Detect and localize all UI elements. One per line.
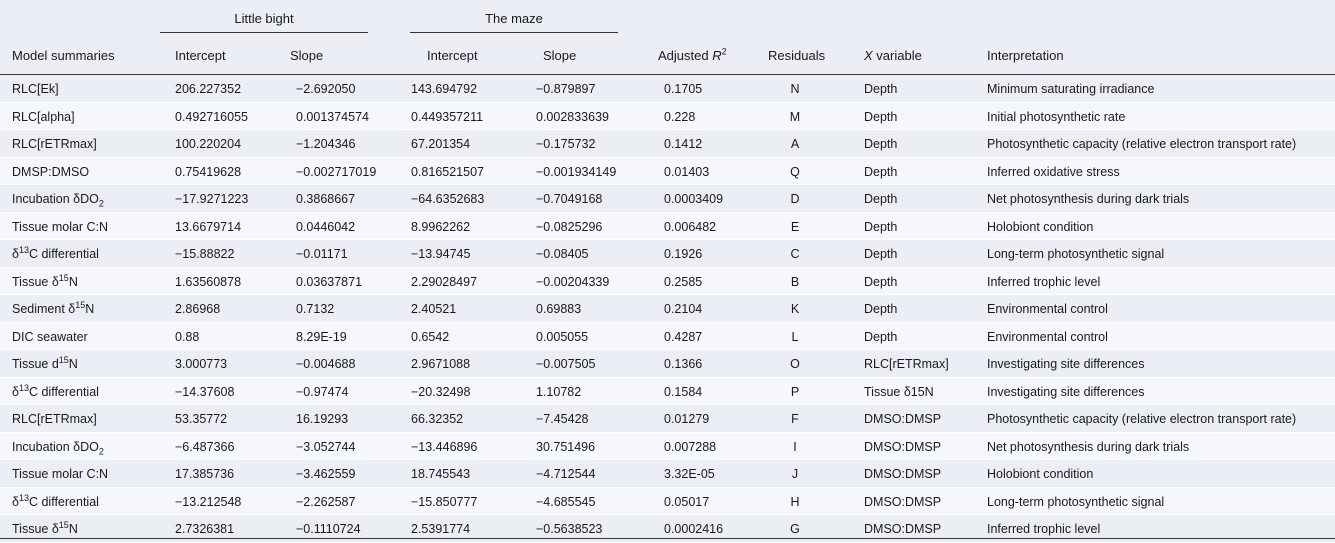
- cell-lb-intercept: 13.6679714: [175, 219, 242, 234]
- cell-x-variable: Depth: [864, 274, 898, 289]
- cell-tm-intercept: −13.94745: [411, 247, 471, 261]
- cell-x-variable: Tissue δ15N: [864, 384, 934, 399]
- cell-residuals: C: [790, 247, 800, 261]
- model-pre: Incubation δDO: [12, 192, 99, 206]
- cell-lb-slope: −3.052744: [296, 439, 356, 454]
- model-sup: 15: [58, 519, 69, 530]
- cell-x-variable: DMSO:DMSP: [864, 522, 942, 536]
- cell-interpretation: Long-term photosynthetic signal: [987, 247, 1165, 261]
- cell-lb-slope: 8.29E-19: [296, 329, 347, 344]
- cell-tm-slope: −4.685545: [536, 494, 596, 509]
- model-pre: RLC[Ek]: [12, 82, 59, 96]
- cell-model: [12, 382, 99, 399]
- model-sub: 2: [98, 446, 104, 456]
- cell-x-variable: DMSO:DMSP: [864, 467, 942, 481]
- cell-lb-slope: −0.004688: [296, 357, 356, 371]
- cell-residuals: M: [789, 109, 801, 124]
- cell-lb-intercept: 0.88: [175, 329, 200, 344]
- model-sup: 13: [18, 244, 29, 255]
- cell-residuals: A: [790, 137, 800, 151]
- cell-model: [12, 519, 78, 536]
- cell-residuals: H: [790, 494, 800, 509]
- cell-interpretation: Inferred trophic level: [987, 274, 1101, 289]
- cell-residuals: O: [790, 357, 800, 371]
- cell-tm-slope: −0.001934149: [536, 164, 617, 179]
- model-sup: 13: [18, 492, 29, 503]
- cell-tm-slope: 30.751496: [536, 439, 596, 454]
- col-interpretation: Interpretation: [987, 48, 1064, 63]
- cell-adjusted-r2: 0.2104: [664, 302, 703, 316]
- table-row: [0, 130, 1335, 158]
- col-tm-intercept: Intercept: [427, 48, 478, 63]
- cell-interpretation: Net photosynthesis during dark trials: [987, 439, 1190, 454]
- cell-interpretation: Holobiont condition: [987, 467, 1094, 481]
- model-post: N: [68, 522, 78, 536]
- model-sub: 2: [98, 198, 104, 209]
- cell-tm-slope: −0.00204339: [536, 274, 610, 289]
- model-sup: 13: [18, 382, 29, 393]
- cell-tm-intercept: −64.6352683: [411, 192, 485, 206]
- table-row: [0, 405, 1335, 433]
- table-header: [0, 0, 1335, 74]
- cell-model: [12, 137, 97, 151]
- cell-residuals: L: [791, 329, 799, 344]
- cell-lb-slope: −2.262587: [296, 494, 356, 509]
- cell-tm-slope: 1.10782: [536, 384, 582, 399]
- cell-tm-slope: −0.007505: [536, 357, 596, 371]
- cell-model: [12, 440, 104, 454]
- group-rule-little-bight: [160, 32, 368, 33]
- cell-tm-intercept: 18.745543: [411, 467, 471, 481]
- model-pre: Tissue δ: [12, 522, 59, 536]
- group-rule-the-maze: [410, 32, 618, 33]
- model-sup: 15: [58, 272, 69, 283]
- x-var-italic: X: [864, 48, 873, 63]
- cell-lb-slope: 0.3868667: [296, 192, 356, 206]
- group-the-maze: The maze: [485, 11, 543, 26]
- cell-model: [12, 110, 75, 124]
- cell-lb-slope: −0.97474: [296, 384, 349, 399]
- cell-tm-intercept: 67.201354: [411, 137, 471, 151]
- cell-model: [12, 82, 59, 96]
- cell-interpretation: Holobiont condition: [987, 219, 1094, 234]
- cell-residuals: Q: [790, 164, 800, 179]
- cell-lb-intercept: 1.63560878: [175, 274, 242, 289]
- cell-adjusted-r2: 0.006482: [664, 219, 717, 234]
- cell-x-variable: DMSO:DMSP: [864, 494, 942, 509]
- table-row: [0, 295, 1335, 323]
- table-row: [0, 185, 1335, 213]
- table-row: [0, 433, 1335, 461]
- model-post: C differential: [28, 247, 99, 261]
- cell-interpretation: Net photosynthesis during dark trials: [987, 192, 1190, 206]
- table-row: [0, 460, 1335, 488]
- model-post: N: [85, 302, 95, 316]
- cell-lb-slope: 0.001374574: [296, 109, 369, 124]
- cell-adjusted-r2: 0.01279: [664, 412, 710, 426]
- model-pre: Sediment δ: [12, 302, 76, 316]
- model-sup: 15: [58, 354, 69, 365]
- cell-tm-intercept: 0.449357211: [411, 109, 484, 124]
- table-row: [0, 268, 1335, 296]
- cell-residuals: E: [790, 219, 800, 234]
- cell-residuals: B: [790, 274, 800, 289]
- cell-lb-slope: 0.03637871: [296, 274, 363, 289]
- cell-adjusted-r2: 0.1366: [664, 357, 703, 371]
- cell-lb-intercept: −13.212548: [175, 494, 242, 509]
- table-row: [0, 213, 1335, 241]
- cell-interpretation: Initial photosynthetic rate: [987, 109, 1126, 124]
- cell-adjusted-r2: 0.4287: [664, 329, 703, 344]
- cell-adjusted-r2: 0.1584: [664, 384, 703, 399]
- cell-adjusted-r2: 0.1926: [664, 247, 703, 261]
- model-post: C differential: [28, 494, 99, 509]
- col-x-variable: [864, 48, 922, 63]
- cell-model: [12, 272, 78, 289]
- cell-adjusted-r2: 3.32E-05: [664, 467, 715, 481]
- cell-adjusted-r2: 0.2585: [664, 274, 703, 289]
- cell-tm-intercept: 143.694792: [411, 82, 478, 96]
- col-model-summaries: Model summaries: [12, 48, 115, 63]
- cell-model: [12, 354, 78, 371]
- cell-interpretation: Minimum saturating irradiance: [987, 82, 1155, 96]
- cell-interpretation: Investigating site differences: [987, 357, 1145, 371]
- group-little-bight: Little bight: [234, 11, 294, 26]
- cell-interpretation: Photosynthetic capacity (relative electron transport rate): [987, 412, 1297, 426]
- cell-tm-slope: −0.08405: [536, 247, 589, 261]
- cell-lb-slope: 16.19293: [296, 412, 349, 426]
- cell-adjusted-r2: 0.007288: [664, 439, 717, 454]
- col-tm-slope: Slope: [543, 48, 577, 63]
- cell-adjusted-r2: 0.228: [664, 109, 696, 124]
- cell-tm-intercept: 0.6542: [411, 329, 450, 344]
- cell-tm-slope: 0.005055: [536, 329, 589, 344]
- model-pre: RLC[rETRmax]: [12, 137, 97, 151]
- table-row: [0, 158, 1335, 186]
- cell-tm-intercept: 2.40521: [411, 302, 457, 316]
- col-residuals: Residuals: [768, 48, 826, 63]
- cell-interpretation: Inferred trophic level: [987, 522, 1101, 536]
- model-pre: Tissue δ: [12, 274, 59, 289]
- cell-tm-intercept: 2.29028497: [411, 274, 478, 289]
- cell-tm-intercept: −20.32498: [411, 384, 471, 399]
- cell-lb-slope: −3.462559: [296, 467, 356, 481]
- cell-tm-slope: 0.002833639: [536, 109, 609, 124]
- cell-adjusted-r2: 0.1705: [664, 82, 703, 96]
- cell-lb-intercept: −17.9271223: [175, 192, 249, 206]
- col-lb-slope: Slope: [290, 48, 324, 63]
- model-pre: DIC seawater: [12, 329, 88, 344]
- cell-interpretation: Environmental control: [987, 329, 1108, 344]
- cell-tm-slope: −0.879897: [536, 82, 596, 96]
- cell-adjusted-r2: 0.1412: [664, 137, 703, 151]
- cell-tm-intercept: 2.5391774: [411, 522, 471, 536]
- cell-tm-intercept: 8.9962262: [411, 219, 471, 234]
- model-pre: Tissue d: [12, 357, 59, 371]
- cell-interpretation: Long-term photosynthetic signal: [987, 494, 1165, 509]
- cell-model: [12, 220, 108, 234]
- adj-r2-sup: 2: [721, 46, 727, 57]
- table-row: [0, 350, 1335, 378]
- model-pre: RLC[alpha]: [12, 109, 75, 124]
- cell-adjusted-r2: 0.01403: [664, 164, 710, 179]
- model-pre: δ: [12, 494, 19, 509]
- cell-x-variable: DMSO:DMSP: [864, 439, 942, 454]
- cell-tm-slope: −0.5638523: [536, 522, 603, 536]
- table-row: [0, 488, 1335, 516]
- cell-lb-slope: 0.0446042: [296, 219, 356, 234]
- model-sup: 15: [75, 299, 86, 310]
- model-post: N: [68, 357, 78, 371]
- cell-tm-slope: 0.69883: [536, 302, 582, 316]
- model-pre: RLC[rETRmax]: [12, 412, 97, 426]
- cell-tm-slope: −0.0825296: [536, 219, 603, 234]
- cell-lb-slope: −1.204346: [296, 137, 356, 151]
- cell-tm-slope: −7.45428: [536, 412, 589, 426]
- cell-adjusted-r2: 0.0002416: [664, 522, 724, 536]
- table-row: [0, 75, 1335, 103]
- cell-lb-intercept: 3.000773: [175, 357, 228, 371]
- cell-residuals: N: [790, 82, 800, 96]
- model-pre: δ: [12, 384, 19, 399]
- col-lb-intercept: Intercept: [175, 48, 226, 63]
- x-var-rest: variable: [872, 48, 922, 63]
- cell-tm-intercept: −13.446896: [411, 439, 478, 454]
- cell-interpretation: Investigating site differences: [987, 384, 1145, 399]
- cell-residuals: G: [790, 522, 800, 536]
- model-post: C differential: [28, 384, 99, 399]
- cell-residuals: I: [793, 439, 797, 454]
- cell-x-variable: DMSO:DMSP: [864, 412, 942, 426]
- cell-tm-intercept: 66.32352: [411, 412, 464, 426]
- cell-adjusted-r2: 0.0003409: [664, 192, 724, 206]
- col-adjusted-r2: [658, 48, 727, 63]
- cell-residuals: J: [791, 467, 799, 481]
- cell-x-variable: Depth: [864, 219, 898, 234]
- cell-x-variable: Depth: [864, 302, 898, 316]
- cell-lb-intercept: 0.75419628: [175, 164, 242, 179]
- cell-tm-slope: −0.175732: [536, 137, 596, 151]
- cell-x-variable: Depth: [864, 82, 898, 96]
- cell-x-variable: Depth: [864, 192, 898, 206]
- model-post: N: [68, 274, 78, 289]
- table-row: [0, 103, 1335, 131]
- table-row: [0, 240, 1335, 268]
- cell-model: [12, 412, 97, 426]
- table-row: [0, 323, 1335, 351]
- cell-tm-slope: −0.7049168: [536, 192, 603, 206]
- cell-residuals: K: [790, 302, 800, 316]
- cell-model: [12, 492, 99, 509]
- cell-x-variable: Depth: [864, 164, 898, 179]
- cell-x-variable: Depth: [864, 329, 898, 344]
- cell-model: [12, 165, 89, 179]
- cell-tm-slope: −4.712544: [536, 467, 596, 481]
- cell-model: [12, 192, 104, 209]
- cell-lb-intercept: 100.220204: [175, 137, 242, 151]
- adj-r2-label: Adjusted: [658, 48, 713, 63]
- model-pre: Tissue molar C:N: [12, 219, 109, 234]
- cell-model: [12, 330, 88, 344]
- cell-lb-slope: −0.01171: [296, 247, 348, 261]
- model-pre: Incubation δDO: [12, 439, 99, 454]
- cell-residuals: D: [790, 192, 800, 206]
- cell-lb-intercept: −15.88822: [175, 247, 235, 261]
- model-pre: δ: [12, 247, 19, 261]
- cell-lb-intercept: 206.227352: [175, 82, 242, 96]
- cell-model: [12, 299, 95, 316]
- cell-adjusted-r2: 0.05017: [664, 494, 710, 509]
- cell-tm-intercept: −15.850777: [411, 494, 478, 509]
- table-row: [0, 378, 1335, 406]
- model-pre: DMSP:DMSO: [12, 164, 90, 179]
- cell-lb-slope: −2.692050: [296, 82, 356, 96]
- cell-residuals: P: [790, 384, 800, 399]
- cell-lb-slope: −0.1110724: [296, 522, 361, 536]
- cell-lb-intercept: 2.7326381: [175, 522, 235, 536]
- cell-x-variable: Depth: [864, 247, 898, 261]
- cell-tm-intercept: 2.9671088: [411, 357, 471, 371]
- cell-lb-slope: −0.002717019: [296, 164, 377, 179]
- cell-x-variable: Depth: [864, 109, 898, 124]
- model-pre: Tissue molar C:N: [12, 467, 109, 481]
- adj-r2-var: R: [712, 48, 722, 63]
- cell-lb-intercept: −14.37608: [175, 384, 235, 399]
- cell-lb-intercept: 2.86968: [175, 302, 221, 316]
- cell-interpretation: Photosynthetic capacity (relative electron transport rate): [987, 137, 1297, 151]
- cell-lb-intercept: −6.487366: [175, 439, 235, 454]
- cell-lb-intercept: 53.35772: [175, 412, 228, 426]
- cell-interpretation: Inferred oxidative stress: [987, 164, 1120, 179]
- cell-model: [12, 467, 108, 481]
- cell-residuals: F: [791, 412, 799, 426]
- table-body: [0, 75, 1335, 543]
- cell-tm-intercept: 0.816521507: [411, 164, 484, 179]
- cell-x-variable: Depth: [864, 137, 898, 151]
- cell-lb-intercept: 0.492716055: [175, 109, 248, 124]
- cell-interpretation: Environmental control: [987, 302, 1108, 316]
- cell-lb-intercept: 17.385736: [175, 467, 235, 481]
- cell-model: [12, 244, 99, 261]
- cell-lb-slope: 0.7132: [296, 302, 335, 316]
- cell-x-variable: RLC[rETRmax]: [864, 357, 949, 371]
